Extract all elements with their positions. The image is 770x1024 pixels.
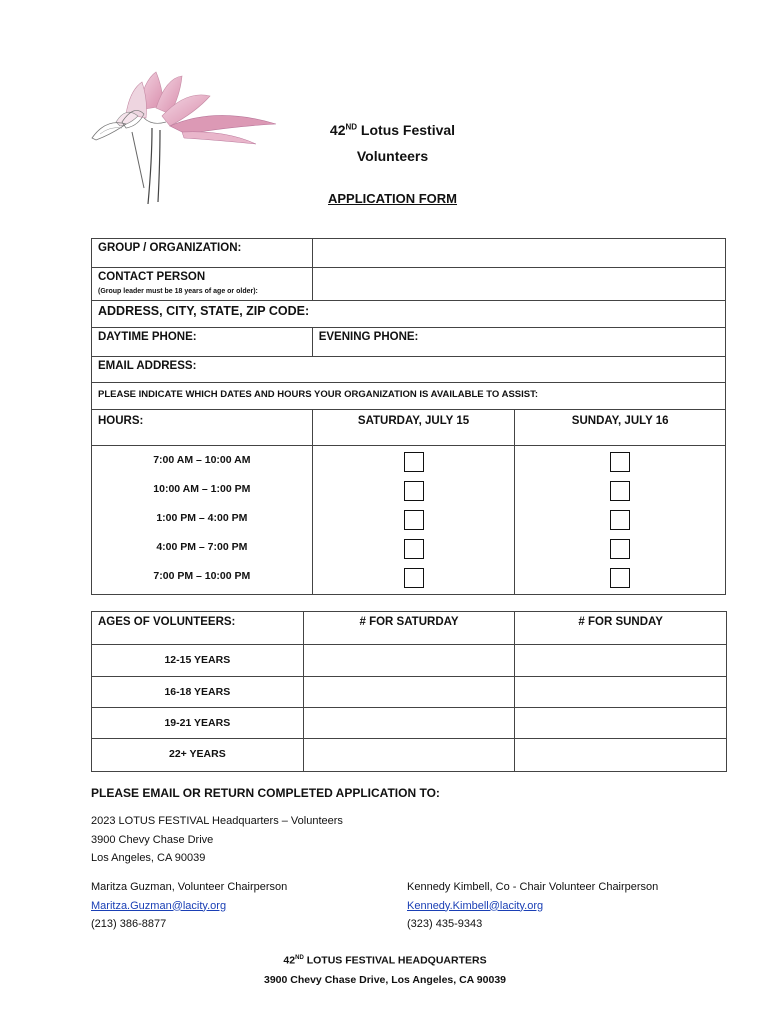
contact-cochair (407, 878, 658, 934)
sunday-count-field[interactable] (515, 708, 727, 739)
saturday-header: SATURDAY, JULY 15 (312, 410, 515, 446)
contact-label: CONTACT PERSON (98, 271, 206, 283)
ages-table (91, 611, 727, 772)
page-title: 42ND Lotus Festival (329, 122, 456, 138)
email-field[interactable] (92, 357, 726, 383)
sunday-slot-checkbox[interactable] (610, 481, 630, 501)
chairperson-email-link[interactable]: Maritza.Guzman@lacity.org (91, 899, 227, 912)
address-field[interactable] (92, 301, 726, 328)
saturday-slot-checkbox[interactable] (404, 481, 424, 501)
daytime-label: DAYTIME PHONE: (98, 331, 197, 343)
sunday-slot-checkbox[interactable] (610, 510, 630, 530)
age-row-label: 19-21 YEARS (92, 708, 304, 739)
address-line: 3900 Chevy Chase Drive (91, 833, 214, 846)
sunday-slot-checkbox[interactable] (610, 568, 630, 588)
saturday-slot-checkbox[interactable] (404, 510, 424, 530)
slot-label: 10:00 AM – 1:00 PM (92, 475, 313, 504)
group-label: GROUP / ORGANIZATION: (92, 239, 313, 268)
age-row-label: 16-18 YEARS (92, 677, 304, 708)
footer (180, 949, 590, 990)
footer-title: 42ND LOTUS FESTIVAL HEADQUARTERS (283, 954, 487, 967)
saturday-count-field[interactable] (303, 677, 515, 708)
ages-label: AGES OF VOLUNTEERS: (92, 612, 304, 645)
evening-label: EVENING PHONE: (318, 331, 419, 343)
saturday-count-field[interactable] (303, 739, 515, 772)
saturday-count-field[interactable] (303, 645, 515, 677)
address-line: Los Angeles, CA 90039 (91, 852, 206, 864)
sunday-count-field[interactable] (515, 739, 727, 772)
saturday-slot-checkbox[interactable] (404, 452, 424, 472)
cochair-name: Kennedy Kimbell, Co - Chair Volunteer Chairperson (407, 881, 659, 893)
slot-label: 7:00 AM – 10:00 AM (92, 446, 313, 476)
sunday-slot-checkbox[interactable] (610, 452, 630, 472)
hours-label: HOURS: (92, 410, 313, 446)
sunday-slot-checkbox[interactable] (610, 539, 630, 559)
contact-field[interactable] (312, 268, 725, 301)
evening-phone-field[interactable] (312, 328, 725, 357)
contact-chairperson (91, 878, 287, 934)
sunday-count-field[interactable] (515, 677, 727, 708)
page-subtitle: Volunteers (356, 148, 429, 164)
slot-label: 7:00 PM – 10:00 PM (92, 562, 313, 594)
form-heading: APPLICATION FORM (327, 191, 458, 206)
saturday-slot-checkbox[interactable] (404, 568, 424, 588)
age-row-label: 22+ YEARS (92, 739, 304, 772)
saturday-slot-checkbox[interactable] (404, 539, 424, 559)
cochair-phone: (323) 435-9343 (407, 918, 483, 930)
address-label: ADDRESS, CITY, STATE, ZIP CODE: (98, 304, 310, 318)
chairperson-name: Maritza Guzman, Volunteer Chairperson (91, 881, 288, 893)
footer-address: 3900 Chevy Chase Drive, Los Angeles, CA 90039 (263, 973, 506, 986)
contact-label-cell (92, 268, 313, 301)
sunday-count-header: # FOR SUNDAY (515, 612, 727, 645)
email-label: EMAIL ADDRESS: (98, 360, 197, 372)
sunday-count-field[interactable] (515, 645, 727, 677)
slot-label: 4:00 PM – 7:00 PM (92, 533, 313, 562)
lotus-logo (86, 70, 278, 204)
daytime-phone-field[interactable] (92, 328, 313, 357)
saturday-count-header: # FOR SATURDAY (303, 612, 515, 645)
saturday-count-field[interactable] (303, 708, 515, 739)
return-address (91, 812, 343, 868)
contact-note: (Group leader must be 18 years of age or older): (98, 288, 258, 295)
availability-instruction: PLEASE INDICATE WHICH DATES AND HOURS YOUR ORGANIZATION IS AVAILABLE TO ASSIST: (92, 383, 726, 410)
address-line: 2023 LOTUS FESTIVAL Headquarters – Volunteers (91, 815, 343, 827)
age-row-label: 12-15 YEARS (92, 645, 304, 677)
chairperson-phone: (213) 386-8877 (91, 918, 167, 930)
cochair-email-link[interactable]: Kennedy.Kimbell@lacity.org (407, 899, 544, 912)
group-field[interactable] (312, 239, 725, 268)
sunday-header: SUNDAY, JULY 16 (515, 410, 726, 446)
return-heading: PLEASE EMAIL OR RETURN COMPLETED APPLICATION TO: (91, 786, 440, 800)
slot-label: 1:00 PM – 4:00 PM (92, 504, 313, 533)
contact-availability-table (91, 238, 726, 595)
